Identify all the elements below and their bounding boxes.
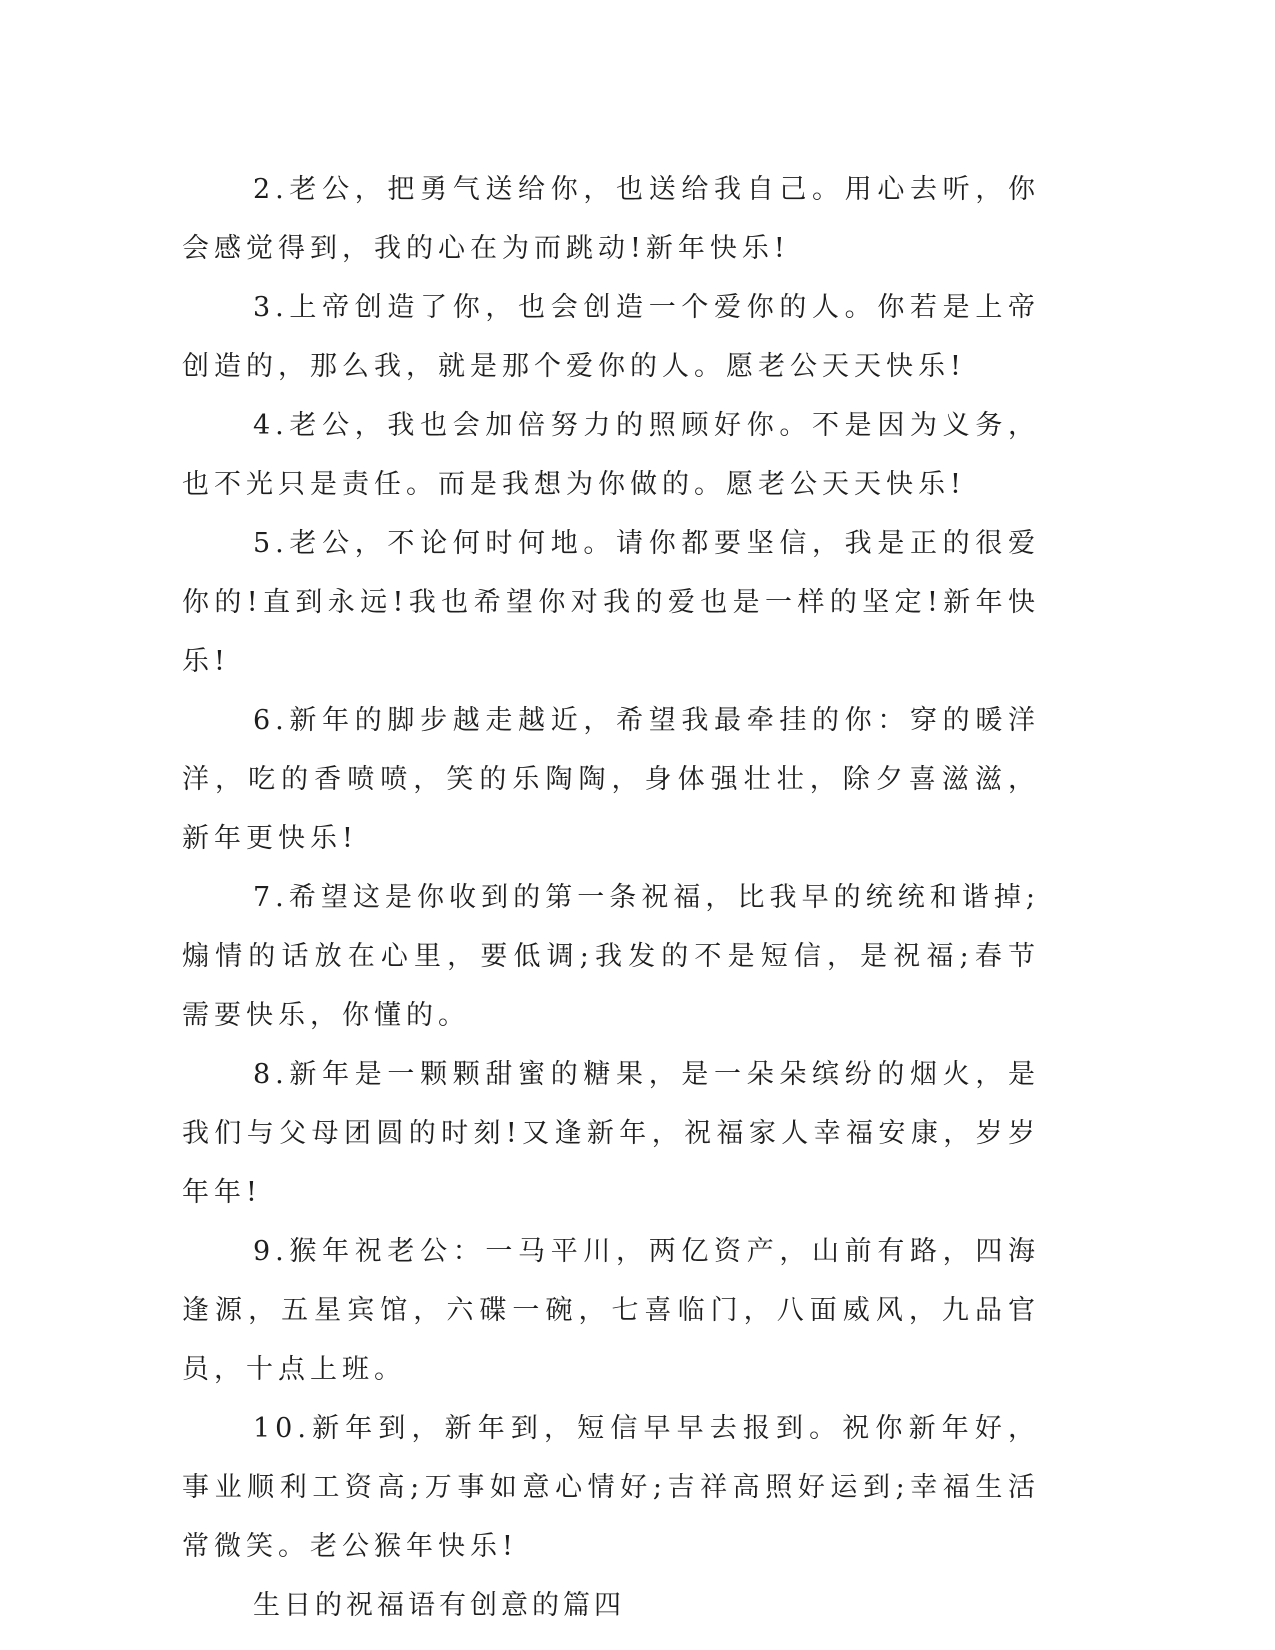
paragraph-2: 2.老公，把勇气送给你，也送给我自己。用心去听，你会感觉得到，我的心在为而跳动!新年快乐! [182, 174, 1040, 264]
document-body [182, 160, 1040, 1635]
paragraph-5: 5.老公，不论何时何地。请你都要坚信，我是正的很爱你的!直到永远!我也希望你对我的爱也是一样的坚定!新年快乐! [182, 528, 1040, 677]
section-heading: 生日的祝福语有创意的篇四 [253, 1590, 625, 1621]
paragraph-6: 6.新年的脚步越走越近，希望我最牵挂的你：穿的暖洋洋，吃的香喷喷，笑的乐陶陶，身体强壮壮，除夕喜滋滋，新年更快乐! [182, 705, 1040, 854]
paragraph-8: 8.新年是一颗颗甜蜜的糖果，是一朵朵缤纷的烟火，是我们与父母团圆的时刻!又逢新年，祝福家人幸福安康，岁岁年年! [182, 1059, 1040, 1208]
paragraph-9: 9.猴年祝老公：一马平川，两亿资产，山前有路，四海逢源，五星宾馆，六碟一碗，七喜临门，八面威风，九品官员，十点上班。 [182, 1236, 1040, 1385]
paragraph-7: 7.希望这是你收到的第一条祝福，比我早的统统和谐掉;煽情的话放在心里，要低调;我发的不是短信，是祝福;春节需要快乐，你懂的。 [182, 882, 1040, 1031]
paragraph-3: 3.上帝创造了你，也会创造一个爱你的人。你若是上帝创造的，那么我，就是那个爱你的人。愿老公天天快乐! [182, 292, 1040, 382]
paragraph-10: 10.新年到，新年到，短信早早去报到。祝你新年好，事业顺利工资高;万事如意心情好;吉祥高照好运到;幸福生活常微笑。老公猴年快乐! [182, 1413, 1040, 1562]
paragraph-4: 4.老公，我也会加倍努力的照顾好你。不是因为义务，也不光只是责任。而是我想为你做的。愿老公天天快乐! [182, 410, 1040, 500]
